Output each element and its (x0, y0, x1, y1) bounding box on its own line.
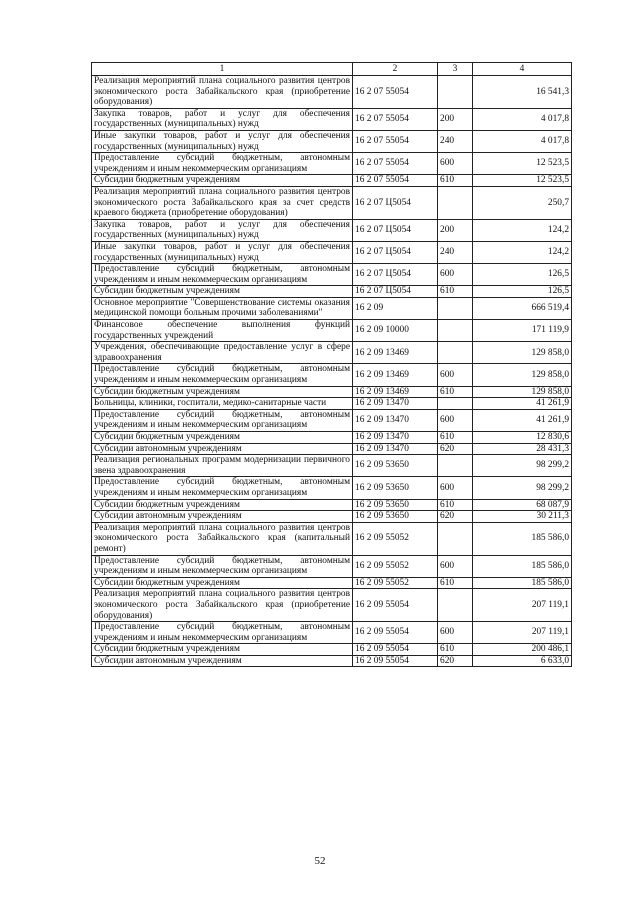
cell-code: 16 2 09 13469 (353, 386, 438, 398)
cell-name: Реализация мероприятий плана социального развития центров экономического роста Забайкальского края (приобретение оборудования) (92, 589, 353, 622)
cell-name: Реализация мероприятий плана социального развития центров экономического роста Забайкальского края (капитальный ремонт) (92, 522, 353, 555)
cell-name: Предоставление субсидий бюджетным, автономным учреждениям и иным некоммерческим организациям (92, 364, 353, 386)
cell-name: Субсидии автономным учреждениям (92, 655, 353, 667)
cell-vr: 600 (438, 264, 473, 286)
cell-code: 16 2 09 13469 (353, 342, 438, 364)
cell-vr (438, 297, 473, 319)
cell-sum: 28 431,3 (473, 443, 572, 455)
cell-name: Субсидии автономным учреждениям (92, 511, 353, 523)
cell-vr: 620 (438, 511, 473, 523)
cell-code: 16 2 07 Ц5054 (353, 286, 438, 298)
cell-name: Закупка товаров, работ и услуг для обеспечения государственных (муниципальных) нужд (92, 219, 353, 241)
table-row (92, 655, 572, 667)
cell-name: Иные закупки товаров, работ и услуг для обеспечения государственных (муниципальных) нужд (92, 130, 353, 152)
cell-vr: 600 (438, 555, 473, 577)
table-row (92, 219, 572, 241)
cell-code: 16 2 09 13470 (353, 443, 438, 455)
cell-code: 16 2 09 13470 (353, 398, 438, 410)
cell-name: Больницы, клиники, госпитали, медико-санитарные части (92, 398, 353, 410)
cell-vr: 610 (438, 644, 473, 656)
table-row (92, 241, 572, 263)
cell-vr: 620 (438, 655, 473, 667)
cell-sum: 185 586,0 (473, 522, 572, 555)
table-row (92, 644, 572, 656)
cell-sum: 12 523,5 (473, 175, 572, 187)
cell-vr (438, 522, 473, 555)
cell-code: 16 2 09 (353, 297, 438, 319)
table-row (92, 455, 572, 477)
cell-vr: 200 (438, 108, 473, 130)
cell-vr: 200 (438, 219, 473, 241)
cell-code: 16 2 07 55054 (353, 153, 438, 175)
cell-vr: 610 (438, 577, 473, 589)
table-row (92, 432, 572, 444)
cell-sum: 126,5 (473, 286, 572, 298)
cell-sum: 12 830,6 (473, 432, 572, 444)
cell-sum: 124,2 (473, 219, 572, 241)
cell-sum: 171 119,9 (473, 320, 572, 342)
cell-name: Субсидии бюджетным учреждениям (92, 644, 353, 656)
cell-vr: 620 (438, 443, 473, 455)
cell-sum: 98 299,2 (473, 455, 572, 477)
table-row (92, 398, 572, 410)
table-row (92, 186, 572, 219)
cell-vr: 600 (438, 153, 473, 175)
cell-sum: 68 087,9 (473, 499, 572, 511)
table-body (92, 76, 572, 667)
cell-code: 16 2 09 55054 (353, 644, 438, 656)
cell-vr (438, 186, 473, 219)
table-row (92, 499, 572, 511)
cell-name: Субсидии бюджетным учреждениям (92, 175, 353, 187)
cell-code: 16 2 09 55052 (353, 555, 438, 577)
cell-vr (438, 320, 473, 342)
cell-sum: 207 119,1 (473, 622, 572, 644)
cell-code: 16 2 09 55052 (353, 522, 438, 555)
cell-sum: 666 519,4 (473, 297, 572, 319)
cell-name: Учреждения, обеспечивающие предоставление услуг в сфере здравоохранения (92, 342, 353, 364)
table-row (92, 577, 572, 589)
cell-code: 16 2 09 55054 (353, 622, 438, 644)
cell-code: 16 2 09 53650 (353, 477, 438, 499)
table-row (92, 130, 572, 152)
cell-code: 16 2 07 Ц5054 (353, 219, 438, 241)
table-row (92, 555, 572, 577)
cell-vr: 610 (438, 386, 473, 398)
cell-sum: 6 633,0 (473, 655, 572, 667)
cell-name: Субсидии бюджетным учреждениям (92, 577, 353, 589)
table-row (92, 153, 572, 175)
cell-code: 16 2 09 53650 (353, 499, 438, 511)
cell-code: 16 2 09 55052 (353, 577, 438, 589)
table-row (92, 286, 572, 298)
cell-name: Иные закупки товаров, работ и услуг для обеспечения государственных (муниципальных) нужд (92, 241, 353, 263)
header-name: 1 (92, 63, 353, 76)
budget-table (91, 62, 572, 667)
cell-vr (438, 455, 473, 477)
cell-vr: 610 (438, 175, 473, 187)
cell-name: Субсидии бюджетным учреждениям (92, 432, 353, 444)
table-row (92, 386, 572, 398)
cell-sum: 41 261,9 (473, 398, 572, 410)
cell-name: Предоставление субсидий бюджетным, автономным учреждениям и иным некоммерческим организациям (92, 264, 353, 286)
cell-name: Субсидии бюджетным учреждениям (92, 499, 353, 511)
cell-code: 16 2 07 55054 (353, 108, 438, 130)
cell-sum: 185 586,0 (473, 555, 572, 577)
table-row (92, 364, 572, 386)
cell-sum: 4 017,8 (473, 108, 572, 130)
cell-sum: 124,2 (473, 241, 572, 263)
header-code: 2 (353, 63, 438, 76)
cell-name: Предоставление субсидий бюджетным, автономным учреждениям и иным некоммерческим организациям (92, 153, 353, 175)
cell-name: Финансовое обеспечение выполнения функций государственных учреждений (92, 320, 353, 342)
cell-code: 16 2 09 53650 (353, 455, 438, 477)
page-number: 52 (314, 855, 326, 867)
cell-vr: 600 (438, 409, 473, 431)
cell-code: 16 2 09 10000 (353, 320, 438, 342)
cell-sum: 16 541,3 (473, 76, 572, 109)
table-row (92, 108, 572, 130)
cell-code: 16 2 07 55054 (353, 130, 438, 152)
cell-vr: 600 (438, 364, 473, 386)
table-row (92, 264, 572, 286)
cell-sum: 126,5 (473, 264, 572, 286)
cell-code: 16 2 09 53650 (353, 511, 438, 523)
table-row (92, 342, 572, 364)
table-row (92, 297, 572, 319)
cell-sum: 207 119,1 (473, 589, 572, 622)
cell-code: 16 2 07 Ц5054 (353, 241, 438, 263)
cell-sum: 200 486,1 (473, 644, 572, 656)
cell-sum: 41 261,9 (473, 409, 572, 431)
cell-sum: 185 586,0 (473, 577, 572, 589)
table-row (92, 175, 572, 187)
table-row (92, 409, 572, 431)
cell-code: 16 2 09 13470 (353, 409, 438, 431)
cell-name: Реализация региональных программ модернизации первичного звена здравоохранения (92, 455, 353, 477)
cell-code: 16 2 07 55054 (353, 175, 438, 187)
cell-sum: 12 523,5 (473, 153, 572, 175)
cell-sum: 30 211,3 (473, 511, 572, 523)
cell-vr: 600 (438, 622, 473, 644)
cell-vr: 240 (438, 241, 473, 263)
cell-vr (438, 342, 473, 364)
cell-name: Предоставление субсидий бюджетным, автономным учреждениям и иным некоммерческим организациям (92, 622, 353, 644)
cell-vr: 610 (438, 286, 473, 298)
cell-code: 16 2 07 Ц5054 (353, 264, 438, 286)
cell-vr: 600 (438, 477, 473, 499)
cell-vr: 610 (438, 432, 473, 444)
cell-name: Предоставление субсидий бюджетным, автономным учреждениям и иным некоммерческим организациям (92, 555, 353, 577)
cell-code: 16 2 09 13469 (353, 364, 438, 386)
cell-code: 16 2 09 55054 (353, 655, 438, 667)
cell-name: Предоставление субсидий бюджетным, автономным учреждениям и иным некоммерческим организациям (92, 477, 353, 499)
cell-sum: 129 858,0 (473, 386, 572, 398)
cell-vr: 240 (438, 130, 473, 152)
cell-code: 16 2 09 55054 (353, 589, 438, 622)
cell-name: Субсидии бюджетным учреждениям (92, 286, 353, 298)
budget-table-sheet (91, 62, 571, 667)
cell-name: Реализация мероприятий плана социального развития центров экономического роста Забайкальского края за счет средств краевого бюджета (приобретение оборудования) (92, 186, 353, 219)
cell-name: Основное мероприятие "Совершенствование системы оказания медицинской помощи больным прочими заболеваниями" (92, 297, 353, 319)
cell-sum: 4 017,8 (473, 130, 572, 152)
header-vr: 3 (438, 63, 473, 76)
table-header-row (92, 63, 572, 76)
cell-name: Предоставление субсидий бюджетным, автономным учреждениям и иным некоммерческим организациям (92, 409, 353, 431)
table-row (92, 477, 572, 499)
cell-name: Реализация мероприятий плана социального развития центров экономического роста Забайкальского края (приобретение оборудования) (92, 76, 353, 109)
cell-sum: 129 858,0 (473, 342, 572, 364)
cell-vr (438, 589, 473, 622)
table-row (92, 76, 572, 109)
table-row (92, 443, 572, 455)
table-row (92, 622, 572, 644)
table-row (92, 589, 572, 622)
table-row (92, 320, 572, 342)
cell-name: Субсидии автономным учреждениям (92, 443, 353, 455)
cell-sum: 129 858,0 (473, 364, 572, 386)
cell-vr: 610 (438, 499, 473, 511)
cell-code: 16 2 07 Ц5054 (353, 186, 438, 219)
cell-code: 16 2 09 13470 (353, 432, 438, 444)
cell-sum: 98 299,2 (473, 477, 572, 499)
table-row (92, 522, 572, 555)
cell-name: Закупка товаров, работ и услуг для обеспечения государственных (муниципальных) нужд (92, 108, 353, 130)
cell-vr (438, 398, 473, 410)
header-sum: 4 (473, 63, 572, 76)
cell-vr (438, 76, 473, 109)
cell-sum: 250,7 (473, 186, 572, 219)
table-row (92, 511, 572, 523)
cell-name: Субсидии бюджетным учреждениям (92, 386, 353, 398)
cell-code: 16 2 07 55054 (353, 76, 438, 109)
